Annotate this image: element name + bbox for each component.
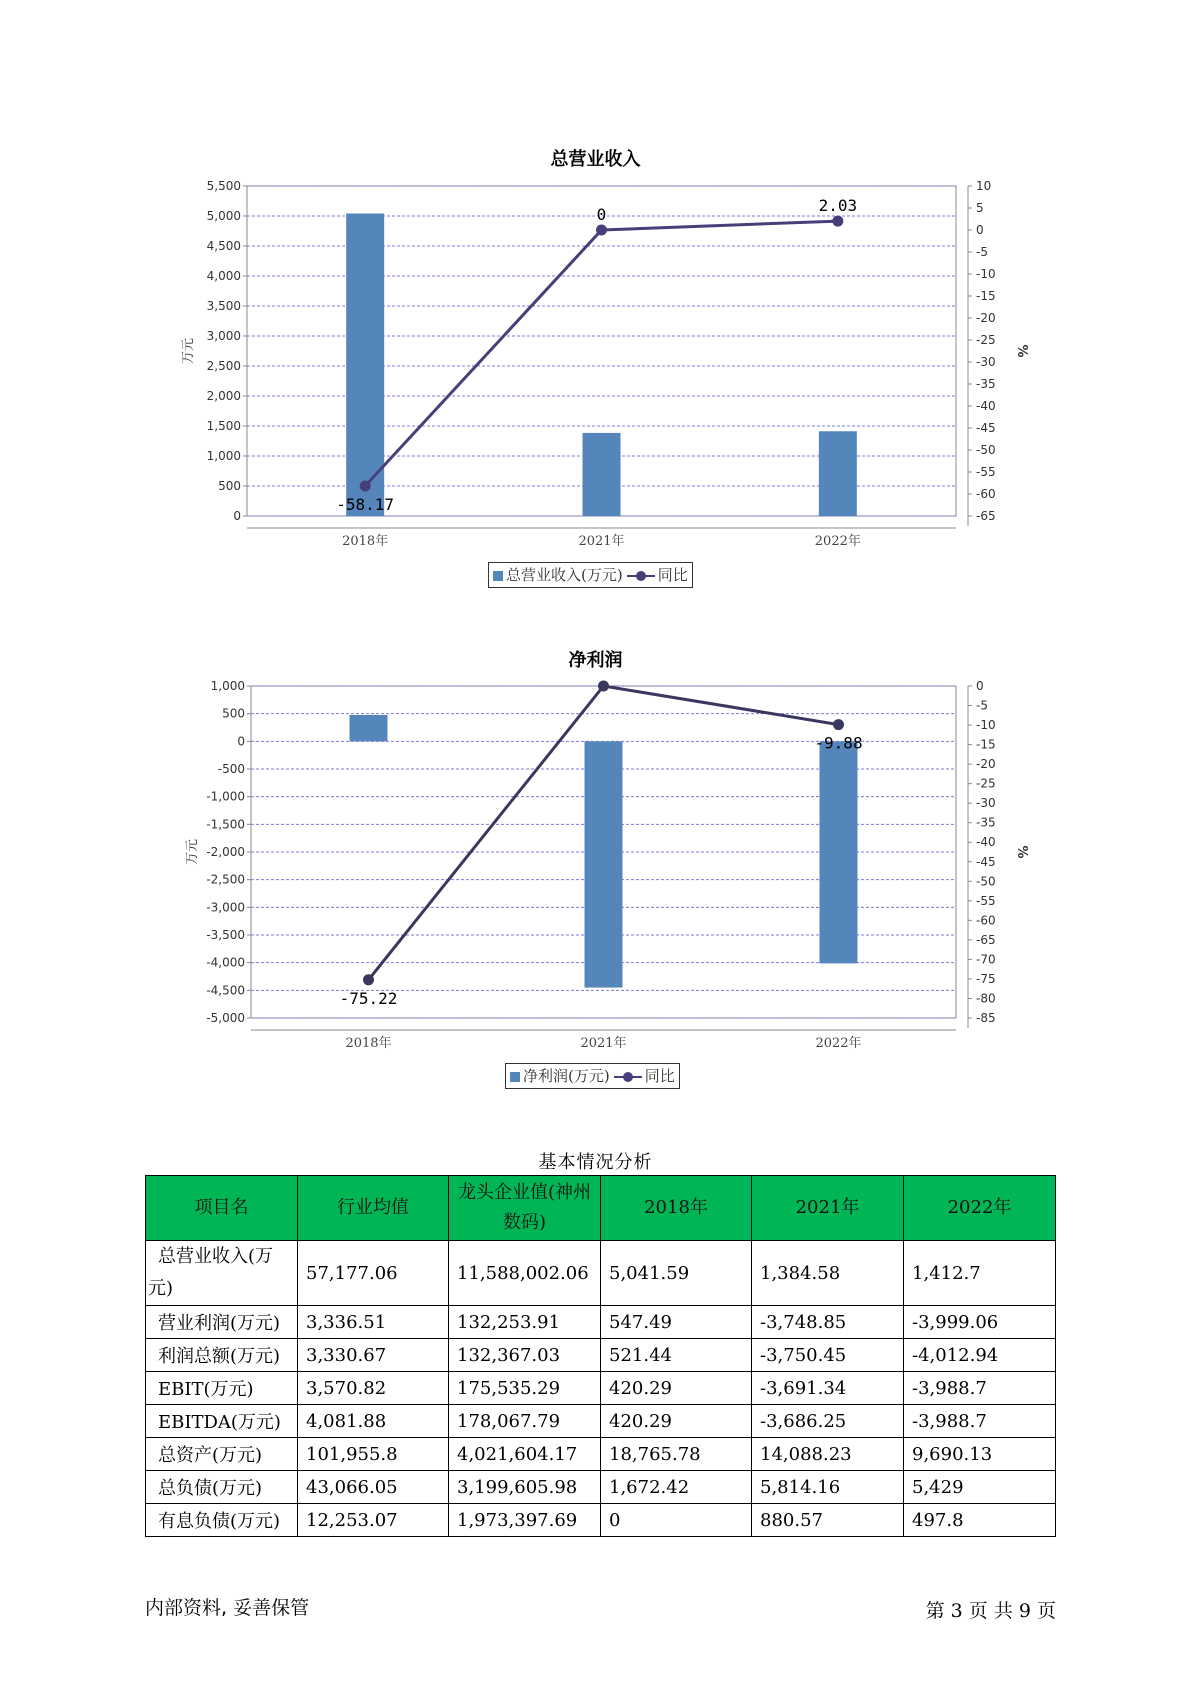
y2-tick-label: -75 [976, 971, 996, 986]
table-cell: 132,367.03 [449, 1339, 601, 1372]
y-axis-label: 万元 [185, 838, 200, 866]
basic-analysis-table [145, 1175, 1056, 1537]
y-tick-label: -500 [217, 762, 245, 776]
y-tick-label: 1,500 [206, 419, 241, 433]
table-cell: -3,686.25 [752, 1405, 904, 1438]
x-tick-label: 2022年 [814, 534, 861, 549]
table-cell: 5,429 [904, 1471, 1056, 1504]
yoy-point [596, 225, 607, 236]
y2-tick-label: -65 [976, 932, 996, 947]
legend-line-label: 同比 [644, 1067, 675, 1085]
net-profit-chart [0, 670, 1191, 1050]
bar-swatch-icon [510, 1072, 520, 1082]
table-cell: 4,021,604.17 [449, 1438, 601, 1471]
y-tick-label: -4,500 [206, 983, 245, 998]
table-cell: 4,081.88 [298, 1405, 449, 1438]
x-tick-label: 2021年 [580, 1036, 627, 1051]
row-label: EBITDA(万元) [146, 1405, 298, 1438]
table-cell: 3,330.67 [298, 1339, 449, 1372]
yoy-point [363, 974, 374, 985]
table-cell: -3,750.45 [752, 1339, 904, 1372]
y-tick-label: 500 [222, 706, 245, 721]
y-tick-label: 2,000 [206, 389, 241, 403]
table-row [146, 1405, 1056, 1438]
table-cell: 178,067.79 [449, 1405, 601, 1438]
row-label: EBIT(万元) [146, 1372, 298, 1405]
y2-tick-label: -55 [976, 893, 996, 908]
y2-tick-label: -45 [976, 421, 996, 435]
y2-tick-label: -30 [976, 355, 996, 369]
y2-tick-label: -25 [976, 776, 996, 791]
y2-axis-label: % [1014, 344, 1029, 358]
legend-line-label: 同比 [657, 566, 688, 584]
y-tick-label: -3,000 [206, 900, 245, 915]
y2-tick-label: -10 [976, 267, 996, 281]
table-row [146, 1339, 1056, 1372]
yoy-data-label: -75.22 [339, 988, 398, 1008]
table-cell: -3,748.85 [752, 1306, 904, 1339]
y-tick-label: 4,000 [206, 269, 241, 283]
bar [585, 741, 623, 987]
y-tick-label: 3,500 [206, 299, 241, 313]
legend-bar-label: 总营业收入(万元) [506, 566, 623, 584]
yoy-point [360, 480, 371, 491]
table-cell: 101,955.8 [298, 1438, 449, 1471]
y-tick-label: 0 [237, 734, 245, 749]
x-tick-label: 2022年 [815, 1036, 862, 1051]
header-2018: 2018年 [601, 1176, 752, 1241]
y2-tick-label: -60 [976, 487, 996, 501]
footer-page-number: 第 3 页 共 9 页 [925, 1600, 1056, 1622]
table-header-row [146, 1176, 1056, 1241]
table-cell: -3,999.06 [904, 1306, 1056, 1339]
y2-tick-label: -30 [976, 796, 996, 811]
table-cell: 43,066.05 [298, 1471, 449, 1504]
header-item-name: 项目名 [146, 1176, 298, 1241]
yoy-data-label: 0 [596, 205, 607, 224]
y2-tick-label: -25 [976, 333, 996, 347]
table-cell: 3,570.82 [298, 1372, 449, 1405]
table-cell: 880.57 [752, 1504, 904, 1537]
table-cell: 1,672.42 [601, 1471, 752, 1504]
table-cell: -4,012.94 [904, 1339, 1056, 1372]
y-tick-label: 5,500 [206, 179, 241, 193]
y2-tick-label: -55 [976, 465, 996, 479]
yoy-data-label: 2.03 [818, 196, 858, 216]
header-2021: 2021年 [752, 1176, 904, 1241]
table-cell: 420.29 [601, 1405, 752, 1438]
y2-axis-label: % [1014, 845, 1029, 859]
table-cell: -3,691.34 [752, 1372, 904, 1405]
line-marker-icon [614, 1072, 642, 1082]
y2-tick-label: -50 [976, 443, 996, 457]
row-label: 利润总额(万元) [146, 1339, 298, 1372]
table-cell: 12,253.07 [298, 1504, 449, 1537]
table-cell: 132,253.91 [449, 1306, 601, 1339]
table-cell: 11,588,002.06 [449, 1241, 601, 1306]
table-cell: 420.29 [601, 1372, 752, 1405]
y2-tick-label: -40 [976, 835, 996, 850]
bar [819, 431, 857, 516]
table-cell: 1,412.7 [904, 1241, 1056, 1306]
row-label: 有息负债(万元) [146, 1504, 298, 1537]
bar [820, 741, 858, 963]
y2-tick-label: -35 [976, 377, 996, 391]
table-cell: 175,535.29 [449, 1372, 601, 1405]
table-cell: 0 [601, 1504, 752, 1537]
y-tick-label: -1,000 [206, 789, 245, 804]
y-tick-label: -4,000 [206, 955, 245, 970]
line-marker-icon [627, 571, 655, 581]
table-cell: 1,384.58 [752, 1241, 904, 1306]
y2-tick-label: -45 [976, 854, 996, 869]
x-tick-label: 2021年 [578, 534, 625, 549]
legend-bar-label: 净利润(万元) [523, 1067, 610, 1085]
revenue-chart [0, 170, 1191, 570]
table-cell: 57,177.06 [298, 1241, 449, 1306]
y-axis-label: 万元 [181, 337, 196, 365]
row-label: 总营业收入(万元) [146, 1241, 298, 1306]
row-label: 总负债(万元) [146, 1471, 298, 1504]
table-row [146, 1471, 1056, 1504]
bar [583, 433, 621, 516]
row-label: 总资产(万元) [146, 1438, 298, 1471]
header-industry-avg: 行业均值 [298, 1176, 449, 1241]
y-tick-label: 3,000 [206, 329, 241, 343]
table-cell: 1,973,397.69 [449, 1504, 601, 1537]
y-tick-label: 4,500 [206, 239, 241, 253]
y-tick-label: 500 [218, 479, 241, 493]
yoy-point [598, 681, 609, 692]
chart2-legend [505, 1063, 680, 1089]
chart2-title: 净利润 [568, 650, 623, 671]
table-cell: 521.44 [601, 1339, 752, 1372]
y2-tick-label: -60 [976, 913, 996, 928]
y2-tick-label: -20 [976, 311, 996, 325]
bar-swatch-icon [493, 571, 503, 581]
table-cell: 497.8 [904, 1504, 1056, 1537]
y-tick-label: 2,500 [206, 359, 241, 373]
table-caption: 基本情况分析 [538, 1152, 653, 1173]
y2-tick-label: -50 [976, 874, 996, 889]
table-cell: 3,336.51 [298, 1306, 449, 1339]
y2-tick-label: -15 [976, 737, 996, 752]
yoy-data-label: -58.17 [336, 494, 395, 514]
y2-tick-label: -70 [976, 952, 996, 967]
y-tick-label: 5,000 [206, 209, 241, 223]
y2-tick-label: -5 [976, 245, 988, 259]
yoy-data-label: -9.88 [814, 733, 863, 753]
y2-tick-label: -80 [976, 991, 996, 1006]
y-tick-label: -5,000 [206, 1011, 245, 1025]
y-tick-label: 1,000 [206, 449, 241, 463]
y2-tick-label: -20 [976, 757, 996, 772]
table-cell: 9,690.13 [904, 1438, 1056, 1471]
y-tick-label: 1,000 [210, 679, 245, 693]
y2-tick-label: 5 [976, 201, 984, 215]
table-cell: 3,199,605.98 [449, 1471, 601, 1504]
header-leader-value: 龙头企业值(神州数码) [449, 1176, 601, 1241]
y-tick-label: 0 [233, 509, 241, 523]
y-tick-label: -3,500 [206, 928, 245, 942]
y2-tick-label: -35 [976, 815, 996, 830]
yoy-point [833, 719, 844, 730]
table-row [146, 1438, 1056, 1471]
table-cell: 18,765.78 [601, 1438, 752, 1471]
table-cell: 547.49 [601, 1306, 752, 1339]
y2-tick-label: 10 [976, 179, 992, 193]
y2-tick-label: -40 [976, 399, 996, 413]
footer-confidential-note: 内部资料, 妥善保管 [145, 1597, 310, 1619]
table-cell: -3,988.7 [904, 1405, 1056, 1438]
table-row [146, 1306, 1056, 1339]
y2-tick-label: -65 [976, 509, 996, 523]
table-row [146, 1241, 1056, 1306]
chart1-legend [488, 562, 693, 588]
header-2022: 2022年 [904, 1176, 1056, 1241]
row-label: 营业利润(万元) [146, 1306, 298, 1339]
y2-tick-label: -15 [976, 289, 996, 303]
y2-tick-label: -85 [976, 1011, 996, 1025]
table-cell: 5,041.59 [601, 1241, 752, 1306]
y-tick-label: -2,500 [206, 872, 245, 887]
x-tick-label: 2018年 [345, 1036, 392, 1051]
table-row [146, 1372, 1056, 1405]
y2-tick-label: 0 [976, 679, 984, 693]
table-cell: 5,814.16 [752, 1471, 904, 1504]
y2-tick-label: 0 [976, 223, 984, 237]
table-row [146, 1504, 1056, 1537]
y-tick-label: -2,000 [206, 845, 245, 859]
y2-tick-label: -10 [976, 718, 996, 733]
chart1-title: 总营业收入 [550, 149, 641, 170]
bar [350, 715, 388, 741]
x-tick-label: 2018年 [342, 534, 389, 549]
table-cell: 14,088.23 [752, 1438, 904, 1471]
y2-tick-label: -5 [976, 698, 988, 713]
table-cell: -3,988.7 [904, 1372, 1056, 1405]
y-tick-label: -1,500 [206, 817, 245, 832]
yoy-point [832, 216, 843, 227]
